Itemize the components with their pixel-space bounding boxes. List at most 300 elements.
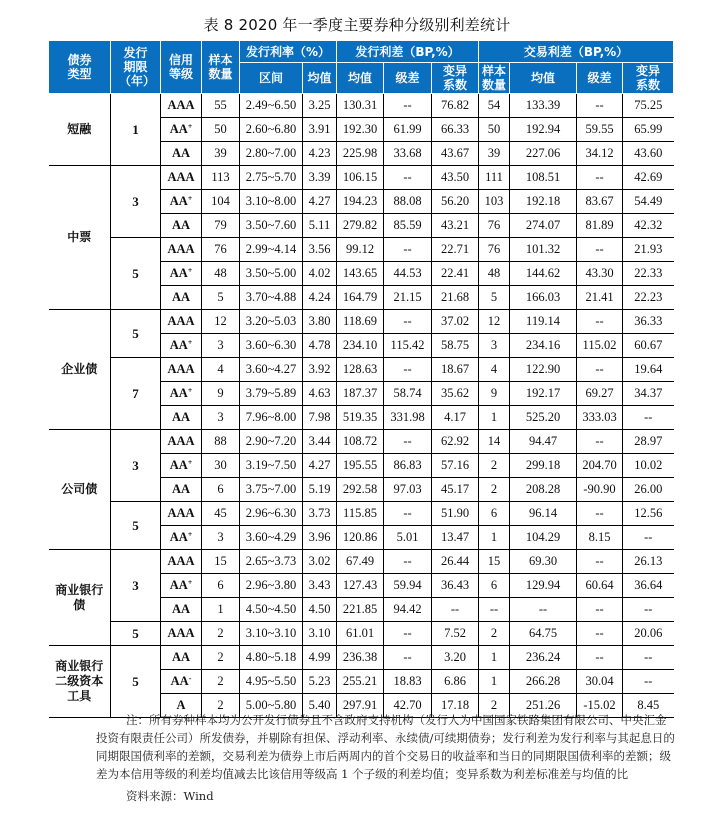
- table-row: [49, 166, 674, 190]
- issue-spread-mean-cell: 192.30: [337, 118, 384, 142]
- rating-cell: [161, 454, 202, 478]
- trade-mean-cell: 266.28: [510, 670, 577, 694]
- issue-spread-diff-cell: --: [384, 550, 432, 574]
- rating-label: A: [176, 698, 186, 712]
- issue-spread-cv-cell: 22.41: [432, 262, 479, 286]
- rating-label: AAA: [167, 362, 195, 376]
- rating-cell: [161, 334, 202, 358]
- trade-cv-cell: 22.23: [623, 286, 674, 310]
- table-body: [49, 94, 674, 718]
- rating-label: AA: [171, 290, 191, 304]
- issue-spread-diff-cell: 44.53: [384, 262, 432, 286]
- issue-spread-diff-cell: --: [384, 358, 432, 382]
- trade-sample-cell: 54: [479, 94, 510, 118]
- trade-cv-cell: 10.02: [623, 454, 674, 478]
- term-cell: 7: [111, 358, 161, 430]
- term-cell: 5: [111, 646, 161, 718]
- issue-spread-mean-cell: 194.23: [337, 190, 384, 214]
- rating-label: AA: [171, 218, 191, 232]
- issue-spread-cv-cell: 66.33: [432, 118, 479, 142]
- issue-spread-diff-cell: 85.59: [384, 214, 432, 238]
- rating-cell: [161, 670, 202, 694]
- trade-diff-cell: 204.70: [577, 454, 623, 478]
- trade-sample-cell: 1: [479, 646, 510, 670]
- issue-spread-diff-cell: 33.68: [384, 142, 432, 166]
- bond-type-cell: [49, 94, 111, 166]
- table-title: 表 8 2020 年一季度主要券种分级别利差统计: [203, 16, 511, 34]
- trade-sample-cell: 111: [479, 166, 510, 190]
- rate-mean-cell: 7.98: [303, 406, 337, 430]
- sample-count-cell: 15: [202, 550, 240, 574]
- rating-cell: [161, 622, 202, 646]
- issue-spread-cv-cell: 43.50: [432, 166, 479, 190]
- issue-spread-cv-cell: 76.82: [432, 94, 479, 118]
- rating-cell: [161, 574, 202, 598]
- rating-label: AA: [171, 602, 191, 616]
- trade-mean-cell: 122.90: [510, 358, 577, 382]
- trade-cv-cell: 34.37: [623, 382, 674, 406]
- trade-sample-cell: 6: [479, 574, 510, 598]
- trade-mean-cell: 227.06: [510, 142, 577, 166]
- sample-count-cell: 45: [202, 502, 240, 526]
- rating-label: AA: [169, 194, 188, 208]
- issue-spread-diff-cell: --: [384, 166, 432, 190]
- trade-diff-cell: --: [577, 646, 623, 670]
- trade-diff-cell: --: [577, 598, 623, 622]
- issue-spread-mean-cell: 128.63: [337, 358, 384, 382]
- issue-spread-diff-cell: 86.83: [384, 454, 432, 478]
- rate-range-cell: 3.60~4.27: [240, 358, 303, 382]
- issue-spread-cv-cell: 56.20: [432, 190, 479, 214]
- rating-cell: [161, 430, 202, 454]
- rate-range-cell: 3.75~7.00: [240, 478, 303, 502]
- rating-label: AA: [171, 482, 191, 496]
- rate-range-cell: 3.19~7.50: [240, 454, 303, 478]
- issue-spread-cv-cell: 4.17: [432, 406, 479, 430]
- sample-count-cell: 6: [202, 574, 240, 598]
- rating-label: AAA: [167, 434, 195, 448]
- trade-diff-cell: 21.41: [577, 286, 623, 310]
- rate-mean-cell: 3.96: [303, 526, 337, 550]
- rating-label: AA: [171, 146, 191, 160]
- sample-count-cell: 50: [202, 118, 240, 142]
- trade-diff-cell: 333.03: [577, 406, 623, 430]
- issue-spread-cv-cell: 22.71: [432, 238, 479, 262]
- rate-mean-cell: 3.92: [303, 358, 337, 382]
- trade-mean-cell: 192.94: [510, 118, 577, 142]
- issue-spread-diff-cell: --: [384, 646, 432, 670]
- issue-spread-cv-cell: 45.17: [432, 478, 479, 502]
- rate-range-cell: 5.00~5.80: [240, 694, 303, 718]
- sample-count-cell: 5: [202, 286, 240, 310]
- table-row: [49, 622, 674, 646]
- sample-count-cell: 2: [202, 694, 240, 718]
- rating-label: AA: [169, 386, 188, 400]
- issue-spread-cv-cell: 57.16: [432, 454, 479, 478]
- rating-modifier: +: [187, 122, 193, 131]
- issue-spread-cv-cell: 62.92: [432, 430, 479, 454]
- issue-spread-mean-cell: 279.82: [337, 214, 384, 238]
- header-rating: 信用等级: [161, 41, 202, 94]
- issue-spread-diff-cell: 5.01: [384, 526, 432, 550]
- issue-spread-diff-cell: 61.99: [384, 118, 432, 142]
- trade-mean-cell: 208.28: [510, 478, 577, 502]
- issue-spread-cv-cell: 51.90: [432, 502, 479, 526]
- header-sample-count: 样本数量: [202, 41, 240, 94]
- table-row: [49, 358, 674, 382]
- trade-diff-cell: -90.90: [577, 478, 623, 502]
- issue-spread-mean-cell: 127.43: [337, 574, 384, 598]
- table-row: [49, 94, 674, 118]
- rating-label: AA: [169, 578, 188, 592]
- rate-range-cell: 2.96~3.80: [240, 574, 303, 598]
- trade-sample-cell: 2: [479, 622, 510, 646]
- issue-spread-cv-cell: 7.52: [432, 622, 479, 646]
- rating-label: AA: [169, 458, 188, 472]
- rate-range-cell: 3.10~8.00: [240, 190, 303, 214]
- rate-mean-cell: 3.56: [303, 238, 337, 262]
- rate-range-cell: 2.75~5.70: [240, 166, 303, 190]
- rating-cell: [161, 310, 202, 334]
- rate-mean-cell: 3.44: [303, 430, 337, 454]
- trade-mean-cell: 299.18: [510, 454, 577, 478]
- trade-cv-cell: 75.25: [623, 94, 674, 118]
- rating-label: AAA: [167, 98, 195, 112]
- issue-spread-cv-cell: 26.44: [432, 550, 479, 574]
- issue-spread-mean-cell: 234.10: [337, 334, 384, 358]
- rate-mean-cell: 4.63: [303, 382, 337, 406]
- term-cell: 5: [111, 238, 161, 310]
- trade-mean-cell: 129.94: [510, 574, 577, 598]
- issue-spread-cv-cell: 17.18: [432, 694, 479, 718]
- table-footnote: [96, 711, 676, 805]
- rate-range-cell: 2.65~3.73: [240, 550, 303, 574]
- trade-sample-cell: 12: [479, 310, 510, 334]
- bond-type-label: 中票: [67, 230, 92, 244]
- rate-mean-cell: 4.23: [303, 142, 337, 166]
- bond-type-label: 短融: [67, 122, 92, 136]
- sample-count-cell: 55: [202, 94, 240, 118]
- trade-sample-cell: --: [479, 598, 510, 622]
- trade-sample-cell: 3: [479, 334, 510, 358]
- sample-count-cell: 4: [202, 358, 240, 382]
- issue-spread-mean-cell: 297.91: [337, 694, 384, 718]
- trade-mean-cell: 236.24: [510, 646, 577, 670]
- rate-mean-cell: 5.11: [303, 214, 337, 238]
- trade-mean-cell: 96.14: [510, 502, 577, 526]
- rate-range-cell: 4.50~4.50: [240, 598, 303, 622]
- trade-diff-cell: 43.30: [577, 262, 623, 286]
- rating-modifier: +: [187, 266, 193, 275]
- trade-cv-cell: 22.33: [623, 262, 674, 286]
- sample-count-cell: 88: [202, 430, 240, 454]
- trade-diff-cell: 8.15: [577, 526, 623, 550]
- header-trade-cv: 变异系数: [623, 63, 674, 94]
- trade-sample-cell: 15: [479, 550, 510, 574]
- trade-diff-cell: --: [577, 310, 623, 334]
- trade-cv-cell: 28.97: [623, 430, 674, 454]
- table-row: [49, 646, 674, 670]
- issue-spread-diff-cell: 42.70: [384, 694, 432, 718]
- rating-label: AAA: [167, 314, 195, 328]
- trade-sample-cell: 2: [479, 694, 510, 718]
- rating-label: AAA: [167, 506, 195, 520]
- issue-spread-diff-cell: 58.74: [384, 382, 432, 406]
- rate-range-cell: 2.80~7.00: [240, 142, 303, 166]
- trade-diff-cell: --: [577, 94, 623, 118]
- rate-range-cell: 3.50~7.60: [240, 214, 303, 238]
- issue-spread-cv-cell: 36.43: [432, 574, 479, 598]
- rating-cell: [161, 478, 202, 502]
- rate-range-cell: 4.95~5.50: [240, 670, 303, 694]
- issue-spread-cv-cell: 18.67: [432, 358, 479, 382]
- trade-diff-cell: --: [577, 502, 623, 526]
- header-issue-rate-group: 发行利率（%）: [240, 41, 337, 63]
- rating-label: AA: [169, 338, 188, 352]
- trade-sample-cell: 103: [479, 190, 510, 214]
- header-trade-sample: 样本数量: [479, 63, 510, 94]
- sample-count-cell: 3: [202, 526, 240, 550]
- bond-type-label: 企业债: [61, 362, 98, 376]
- issue-spread-mean-cell: 99.12: [337, 238, 384, 262]
- trade-sample-cell: 14: [479, 430, 510, 454]
- trade-sample-cell: 5: [479, 286, 510, 310]
- header-trade-mean: 均值: [510, 63, 577, 94]
- trade-diff-cell: 83.67: [577, 190, 623, 214]
- issue-spread-diff-cell: 88.08: [384, 190, 432, 214]
- table-row: [49, 310, 674, 334]
- issue-spread-mean-cell: 292.58: [337, 478, 384, 502]
- sample-count-cell: 3: [202, 406, 240, 430]
- table-row: [49, 502, 674, 526]
- rating-cell: [161, 94, 202, 118]
- header-bond-type: 债券类型: [49, 41, 111, 94]
- issue-spread-cv-cell: 21.68: [432, 286, 479, 310]
- rating-cell: [161, 358, 202, 382]
- issue-spread-mean-cell: 519.35: [337, 406, 384, 430]
- trade-cv-cell: 36.64: [623, 574, 674, 598]
- bond-type-cell: [49, 310, 111, 430]
- sample-count-cell: 79: [202, 214, 240, 238]
- rate-range-cell: 3.60~4.29: [240, 526, 303, 550]
- trade-cv-cell: --: [623, 670, 674, 694]
- term-cell: 3: [111, 430, 161, 502]
- issue-spread-cv-cell: 6.86: [432, 670, 479, 694]
- trade-diff-cell: 60.64: [577, 574, 623, 598]
- issue-spread-diff-cell: 59.94: [384, 574, 432, 598]
- sample-count-cell: 76: [202, 238, 240, 262]
- issue-spread-mean-cell: 106.15: [337, 166, 384, 190]
- issue-spread-mean-cell: 130.31: [337, 94, 384, 118]
- rate-mean-cell: 4.99: [303, 646, 337, 670]
- issue-spread-mean-cell: 225.98: [337, 142, 384, 166]
- rating-cell: [161, 598, 202, 622]
- issue-spread-diff-cell: --: [384, 238, 432, 262]
- rating-cell: [161, 214, 202, 238]
- trade-cv-cell: 8.45: [623, 694, 674, 718]
- trade-cv-cell: 36.33: [623, 310, 674, 334]
- issue-spread-mean-cell: 236.38: [337, 646, 384, 670]
- sample-count-cell: 2: [202, 646, 240, 670]
- rate-range-cell: 3.10~3.10: [240, 622, 303, 646]
- trade-cv-cell: 60.67: [623, 334, 674, 358]
- sample-count-cell: 12: [202, 310, 240, 334]
- trade-diff-cell: --: [577, 166, 623, 190]
- trade-cv-cell: --: [623, 406, 674, 430]
- trade-cv-cell: --: [623, 526, 674, 550]
- issue-spread-diff-cell: --: [384, 622, 432, 646]
- issue-spread-mean-cell: 221.85: [337, 598, 384, 622]
- rating-cell: [161, 166, 202, 190]
- bond-type-cell: [49, 430, 111, 550]
- rate-range-cell: 7.96~8.00: [240, 406, 303, 430]
- issue-spread-mean-cell: 61.01: [337, 622, 384, 646]
- rate-range-cell: 3.70~4.88: [240, 286, 303, 310]
- rating-cell: [161, 502, 202, 526]
- header-rate-mean: 均值: [303, 63, 337, 94]
- rating-cell: [161, 406, 202, 430]
- rating-cell: [161, 238, 202, 262]
- trade-mean-cell: --: [510, 598, 577, 622]
- rating-label: AA: [170, 674, 189, 688]
- issue-spread-diff-cell: --: [384, 502, 432, 526]
- trade-cv-cell: 65.99: [623, 118, 674, 142]
- issue-spread-cv-cell: 13.47: [432, 526, 479, 550]
- sample-count-cell: 113: [202, 166, 240, 190]
- trade-mean-cell: 192.17: [510, 382, 577, 406]
- trade-sample-cell: 76: [479, 214, 510, 238]
- header-trade-diff: 级差: [577, 63, 623, 94]
- sample-count-cell: 6: [202, 478, 240, 502]
- rating-modifier: -: [188, 674, 192, 683]
- rate-mean-cell: 3.43: [303, 574, 337, 598]
- bond-type-label: 商业银行二级资本工具: [55, 659, 104, 703]
- issue-spread-cv-cell: --: [432, 598, 479, 622]
- rate-range-cell: 2.99~4.14: [240, 238, 303, 262]
- trade-cv-cell: 21.93: [623, 238, 674, 262]
- rate-mean-cell: 4.27: [303, 190, 337, 214]
- trade-cv-cell: 42.69: [623, 166, 674, 190]
- issue-spread-diff-cell: --: [384, 94, 432, 118]
- trade-sample-cell: 2: [479, 478, 510, 502]
- issue-spread-cv-cell: 35.62: [432, 382, 479, 406]
- trade-cv-cell: 42.32: [623, 214, 674, 238]
- trade-sample-cell: 6: [479, 502, 510, 526]
- rating-modifier: +: [187, 338, 193, 347]
- issue-spread-diff-cell: 331.98: [384, 406, 432, 430]
- trade-cv-cell: 26.13: [623, 550, 674, 574]
- trade-diff-cell: --: [577, 358, 623, 382]
- bond-type-label: 公司债: [61, 482, 98, 496]
- issue-spread-mean-cell: 195.55: [337, 454, 384, 478]
- sample-count-cell: 104: [202, 190, 240, 214]
- rate-mean-cell: 3.02: [303, 550, 337, 574]
- trade-sample-cell: 48: [479, 262, 510, 286]
- rate-range-cell: 3.79~5.89: [240, 382, 303, 406]
- sample-count-cell: 30: [202, 454, 240, 478]
- trade-sample-cell: 1: [479, 670, 510, 694]
- rate-mean-cell: 3.39: [303, 166, 337, 190]
- trade-mean-cell: 108.51: [510, 166, 577, 190]
- sample-count-cell: 48: [202, 262, 240, 286]
- trade-diff-cell: --: [577, 238, 623, 262]
- rating-label: AA: [171, 410, 191, 424]
- rate-range-cell: 2.60~6.80: [240, 118, 303, 142]
- trade-diff-cell: 81.89: [577, 214, 623, 238]
- rate-range-cell: 2.96~6.30: [240, 502, 303, 526]
- trade-sample-cell: 9: [479, 382, 510, 406]
- rate-mean-cell: 3.73: [303, 502, 337, 526]
- trade-sample-cell: 39: [479, 142, 510, 166]
- spread-statistics-table: [48, 40, 674, 718]
- rating-label: AAA: [167, 242, 195, 256]
- issue-spread-cv-cell: 3.20: [432, 646, 479, 670]
- issue-spread-diff-cell: 18.83: [384, 670, 432, 694]
- sample-count-cell: 2: [202, 622, 240, 646]
- issue-spread-diff-cell: 97.03: [384, 478, 432, 502]
- header-term: 发行期限（年）: [111, 41, 161, 94]
- trade-sample-cell: 50: [479, 118, 510, 142]
- table-row: [49, 238, 674, 262]
- trade-mean-cell: 94.47: [510, 430, 577, 454]
- trade-mean-cell: 144.62: [510, 262, 577, 286]
- trade-mean-cell: 64.75: [510, 622, 577, 646]
- trade-diff-cell: 30.04: [577, 670, 623, 694]
- term-cell: 5: [111, 622, 161, 646]
- trade-mean-cell: 166.03: [510, 286, 577, 310]
- rate-mean-cell: 4.27: [303, 454, 337, 478]
- trade-cv-cell: 19.64: [623, 358, 674, 382]
- term-cell: 3: [111, 550, 161, 622]
- trade-mean-cell: 234.16: [510, 334, 577, 358]
- term-cell: 3: [111, 166, 161, 238]
- rating-cell: [161, 118, 202, 142]
- issue-spread-diff-cell: 94.42: [384, 598, 432, 622]
- issue-spread-mean-cell: 108.72: [337, 430, 384, 454]
- rate-mean-cell: 3.91: [303, 118, 337, 142]
- rate-range-cell: 3.60~6.30: [240, 334, 303, 358]
- trade-mean-cell: 104.29: [510, 526, 577, 550]
- rate-mean-cell: 4.24: [303, 286, 337, 310]
- rating-modifier: +: [187, 194, 193, 203]
- trade-mean-cell: 251.26: [510, 694, 577, 718]
- header-range: 区间: [240, 63, 303, 94]
- rate-mean-cell: 4.50: [303, 598, 337, 622]
- rating-modifier: +: [187, 386, 193, 395]
- rating-label: AA: [171, 650, 191, 664]
- rating-cell: [161, 286, 202, 310]
- trade-mean-cell: 525.20: [510, 406, 577, 430]
- rate-mean-cell: 4.02: [303, 262, 337, 286]
- term-cell: 1: [111, 94, 161, 166]
- issue-spread-diff-cell: --: [384, 310, 432, 334]
- term-cell: 5: [111, 310, 161, 358]
- sample-count-cell: 39: [202, 142, 240, 166]
- trade-sample-cell: 2: [479, 454, 510, 478]
- trade-diff-cell: 115.02: [577, 334, 623, 358]
- trade-diff-cell: --: [577, 550, 623, 574]
- bond-type-cell: [49, 646, 111, 718]
- sample-count-cell: 1: [202, 598, 240, 622]
- header-issue-spread-diff: 级差: [384, 63, 432, 94]
- rate-mean-cell: 5.23: [303, 670, 337, 694]
- trade-sample-cell: 4: [479, 358, 510, 382]
- issue-spread-cv-cell: 58.75: [432, 334, 479, 358]
- rating-modifier: +: [187, 530, 193, 539]
- footnote-text: 注：所有券种样本均为公开发行债券且不含政府支持机构（发行人为中国国家铁路集团有限公司、中央汇金投资有限责任公司）所发债券，并剔除有担保、浮动利率、永续债/可续期债券；发行利差为发行利率与其起息日的同期限国债利率的差额，交易利差为债券上市后两周内的首个交易日的收益率和当日的同期限国债利率的差额；级差为本信用等级的利差均值减去比该信用等级高 1 个子级的利差均值；变异系数为利差标准差与均值的比: [96, 713, 675, 781]
- rating-cell: [161, 262, 202, 286]
- sample-count-cell: 2: [202, 670, 240, 694]
